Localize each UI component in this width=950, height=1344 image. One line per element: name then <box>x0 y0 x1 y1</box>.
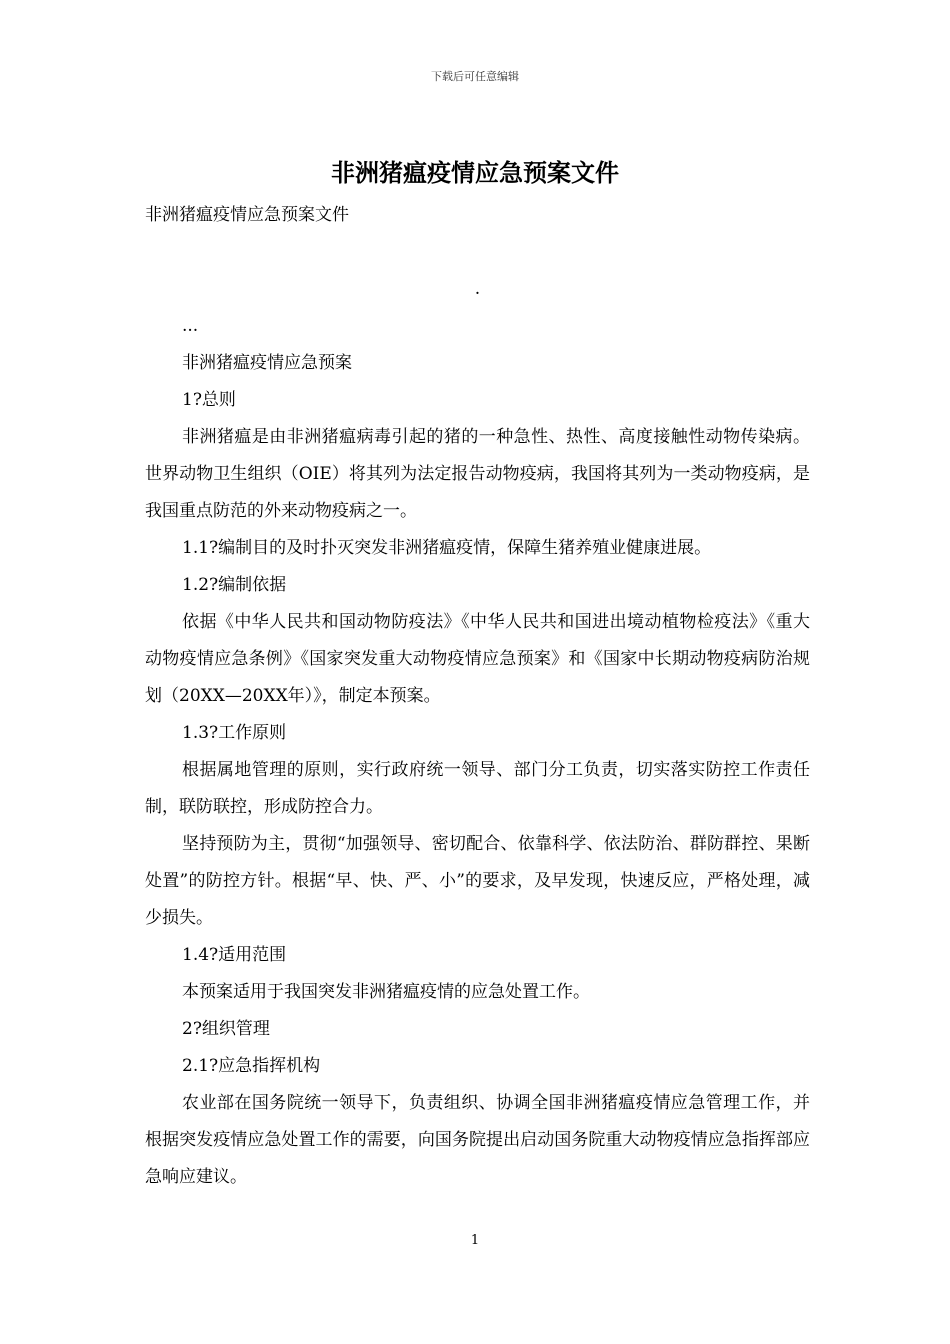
document-title: 非洲猪瘟疫情应急预案文件 <box>331 159 619 187</box>
header-note: 下载后可任意编辑 <box>431 70 519 83</box>
section-heading: 2.1?应急指挥机构 <box>182 1056 321 1076</box>
section-heading: 1.3?工作原则 <box>182 723 287 743</box>
subtitle-line: 非洲猪瘟疫情应急预案文件 <box>145 205 349 225</box>
section-heading: 1?总则 <box>182 390 236 410</box>
paragraph: 农业部在国务院统一领导下，负责组织、协调全国非洲猪瘟疫情应急管理工作，并根据突发疫情应急处置工作的需要，向国务院提出启动国务院重大动物疫情应急指挥部应急响应建议。 <box>145 1093 810 1187</box>
document-body <box>145 197 810 1196</box>
paragraph: 1.1?编制目的及时扑灭突发非洲猪瘟疫情，保障生猪养殖业健康进展。 <box>182 538 712 558</box>
paragraph: 非洲猪瘟是由非洲猪瘟病毒引起的猪的一种急性、热性、高度接触性动物传染病。世界动物卫生组织（OIE）将其列为法定报告动物疫病，我国将其列为一类动物疫病，是我国重点防范的外来动物疫病之一。 <box>145 427 810 521</box>
dot-line: . <box>474 279 481 299</box>
paragraph: 坚持预防为主，贯彻“加强领导、密切配合、依靠科学、依法防治、群防群控、果断处置”的防控方针。根据“早、快、严、小”的要求，及早发现，快速反应，严格处理，减少损失。 <box>145 834 810 928</box>
section-heading: 非洲猪瘟疫情应急预案 <box>182 353 352 373</box>
section-heading: 1.2?编制依据 <box>182 575 287 595</box>
section-heading: 1.4?适用范围 <box>182 945 287 965</box>
paragraph: 本预案适用于我国突发非洲猪瘟疫情的应急处置工作。 <box>182 982 590 1002</box>
paragraph: 根据属地管理的原则，实行政府统一领导、部门分工负责，切实落实防控工作责任制，联防联控，形成防控合力。 <box>145 760 810 817</box>
ellipsis-line: ... <box>182 316 199 336</box>
page-number: 1 <box>470 1233 480 1248</box>
paragraph: 依据《中华人民共和国动物防疫法》《中华人民共和国进出境动植物检疫法》《重大动物疫情应急条例》《国家突发重大动物疫情应急预案》和《国家中长期动物疫病防治规划（20XX—20XX年）》，制定本预案。 <box>145 612 810 706</box>
section-heading: 2?组织管理 <box>182 1019 270 1039</box>
